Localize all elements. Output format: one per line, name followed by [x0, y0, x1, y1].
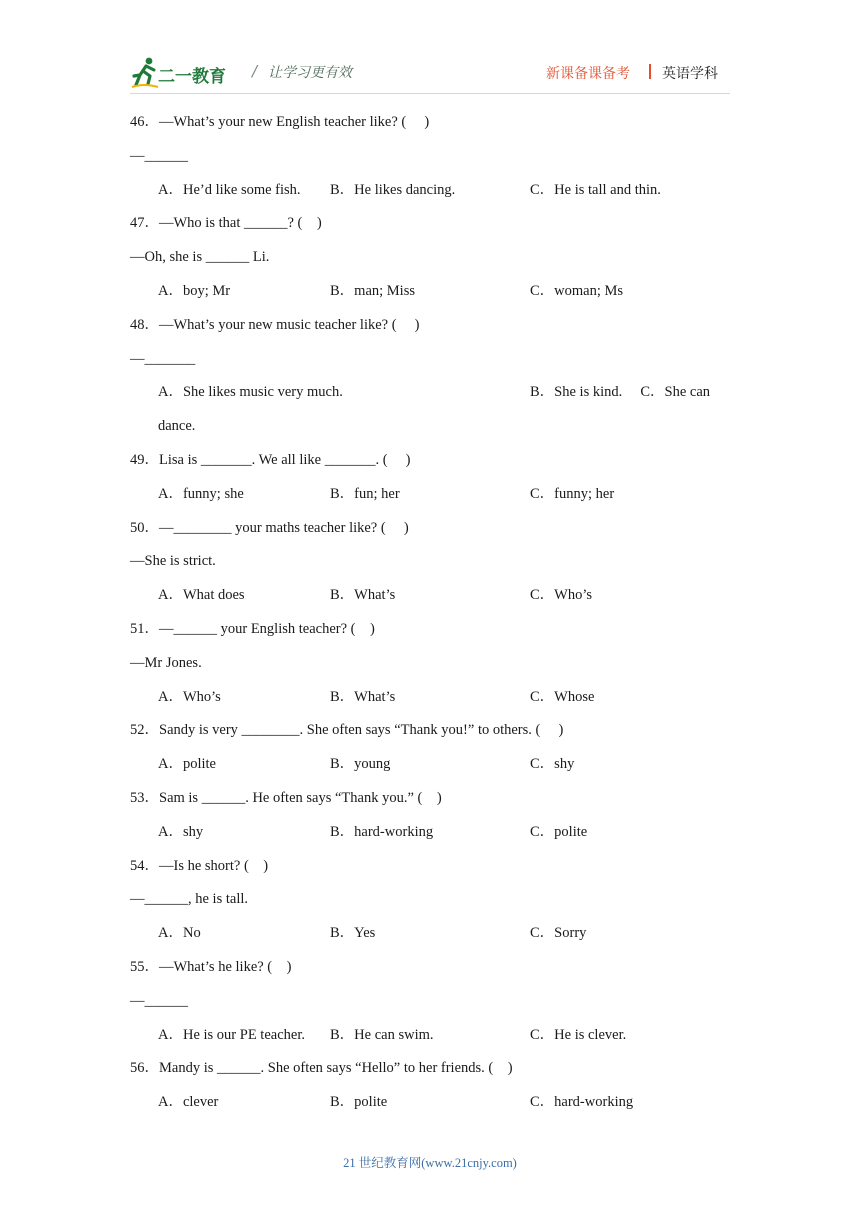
options-row [130, 176, 730, 210]
options-row [130, 378, 730, 412]
logo-text: 二一教育 [158, 67, 226, 87]
option-a: A．funny; she [158, 485, 244, 502]
answer-line: —______ [130, 992, 188, 1009]
options-row [130, 1021, 730, 1055]
question-number: 46． [130, 114, 159, 130]
logo [130, 56, 240, 92]
option-c: C．funny; her [530, 485, 615, 502]
option-c: C．Sorry [530, 925, 587, 942]
option-b: B．hard-working [330, 823, 434, 840]
header-subject: 英语学科 [662, 66, 718, 82]
question-text: —What’s he like? ( ) [159, 958, 292, 975]
page-footer[interactable]: 21 世纪教育网(www.21cnjy.com) [343, 1156, 517, 1170]
option-a: A．clever [158, 1094, 219, 1111]
question-49 [130, 446, 730, 514]
option-c: C．He is clever. [530, 1026, 627, 1043]
question-text: Mandy is ______. She often says “Hello” to her friends. ( ) [159, 1060, 513, 1077]
question-number: 50． [130, 519, 159, 536]
options-row [130, 818, 730, 852]
question-text: —What’s your new English teacher like? ( ) [159, 114, 430, 130]
option-a: A．He’d like some fish. [158, 181, 301, 198]
option-a: A．boy; Mr [158, 282, 231, 299]
option-b: B．He can swim. [330, 1026, 434, 1043]
question-48 [130, 311, 730, 446]
option-c: C．polite [530, 823, 588, 840]
option-b: B．man; Miss [330, 282, 415, 299]
options-row [130, 919, 730, 953]
option-c: C．He is tall and thin. [530, 181, 661, 198]
option-c: C．shy [530, 756, 575, 773]
option-b: B．What’s [330, 688, 396, 705]
option-b: B．What’s [330, 587, 396, 604]
question-text: —Who is that ______? ( ) [159, 215, 322, 232]
question-text: —Is he short? ( ) [159, 857, 269, 874]
question-52 [130, 716, 730, 784]
question-text: —______ your English teacher? ( ) [159, 620, 375, 637]
question-number: 51． [130, 620, 159, 637]
question-list [130, 108, 730, 1122]
answer-line: —_______ [130, 350, 196, 367]
answer-line: —______ [130, 147, 188, 164]
answer-line: —Oh, she is ______ Li. [130, 249, 270, 266]
option-a: A．He is our PE teacher. [158, 1026, 305, 1043]
question-number: 47． [130, 215, 159, 232]
question-47 [130, 209, 730, 310]
option-a: A．She likes music very much. [158, 384, 343, 401]
options-row-wrap [130, 412, 730, 446]
question-51 [130, 615, 730, 716]
option-c: C．Whose [530, 688, 595, 705]
question-text: Lisa is _______. We all like _______. ( ) [159, 451, 411, 468]
option-b: B．young [330, 756, 391, 773]
options-row [130, 1088, 730, 1122]
option-c: C．Who’s [530, 587, 593, 604]
question-56 [130, 1054, 730, 1122]
question-46 [130, 108, 730, 209]
option-b: B．He likes dancing. [330, 181, 456, 198]
question-53 [130, 784, 730, 852]
answer-line: —Mr Jones. [130, 654, 202, 671]
header-rule [130, 93, 730, 94]
option-c-continued: dance. [158, 418, 196, 435]
question-number: 52． [130, 722, 159, 739]
option-b: B．fun; her [330, 485, 400, 502]
runner-logo-icon [130, 56, 160, 90]
question-number: 53． [130, 789, 159, 806]
question-number: 56． [130, 1060, 159, 1077]
question-50 [130, 514, 730, 615]
slogan: 让学习更有效 [268, 65, 352, 81]
options-row [130, 683, 730, 717]
answer-line: —She is strict. [130, 553, 216, 570]
option-a: A．shy [158, 823, 204, 840]
question-text: —________ your maths teacher like? ( ) [159, 519, 409, 536]
options-row [130, 277, 730, 311]
page-header [0, 0, 860, 100]
options-row [130, 750, 730, 784]
option-a: A．What does [158, 587, 245, 604]
options-row [130, 581, 730, 615]
options-row [130, 480, 730, 514]
header-course-label: 新课备课备考 [546, 66, 630, 82]
question-text: —What’s your new music teacher like? ( ) [159, 316, 420, 333]
option-a: A．Who’s [158, 688, 221, 705]
option-b: B．polite [330, 1094, 388, 1111]
question-54 [130, 852, 730, 953]
question-number: 49． [130, 451, 159, 468]
question-text: Sam is ______. He often says “Thank you.” ( ) [159, 789, 442, 806]
option-a: A．No [158, 925, 201, 942]
answer-line: —______, he is tall. [130, 891, 249, 908]
option-b: B．Yes [330, 925, 376, 942]
question-text: Sandy is very ________. She often says “Thank you!” to others. ( ) [159, 722, 564, 739]
question-55 [130, 953, 730, 1054]
question-number: 48． [130, 316, 159, 333]
option-c: C．hard-working [530, 1094, 634, 1111]
question-number: 55． [130, 958, 159, 975]
header-divider [649, 64, 651, 79]
option-c: C．woman; Ms [530, 282, 624, 299]
option-a: A．polite [158, 756, 216, 773]
question-number: 54． [130, 857, 159, 874]
slogan-separator: / [252, 62, 258, 80]
option-b-c: B．She is kind. C．She can [530, 384, 711, 401]
